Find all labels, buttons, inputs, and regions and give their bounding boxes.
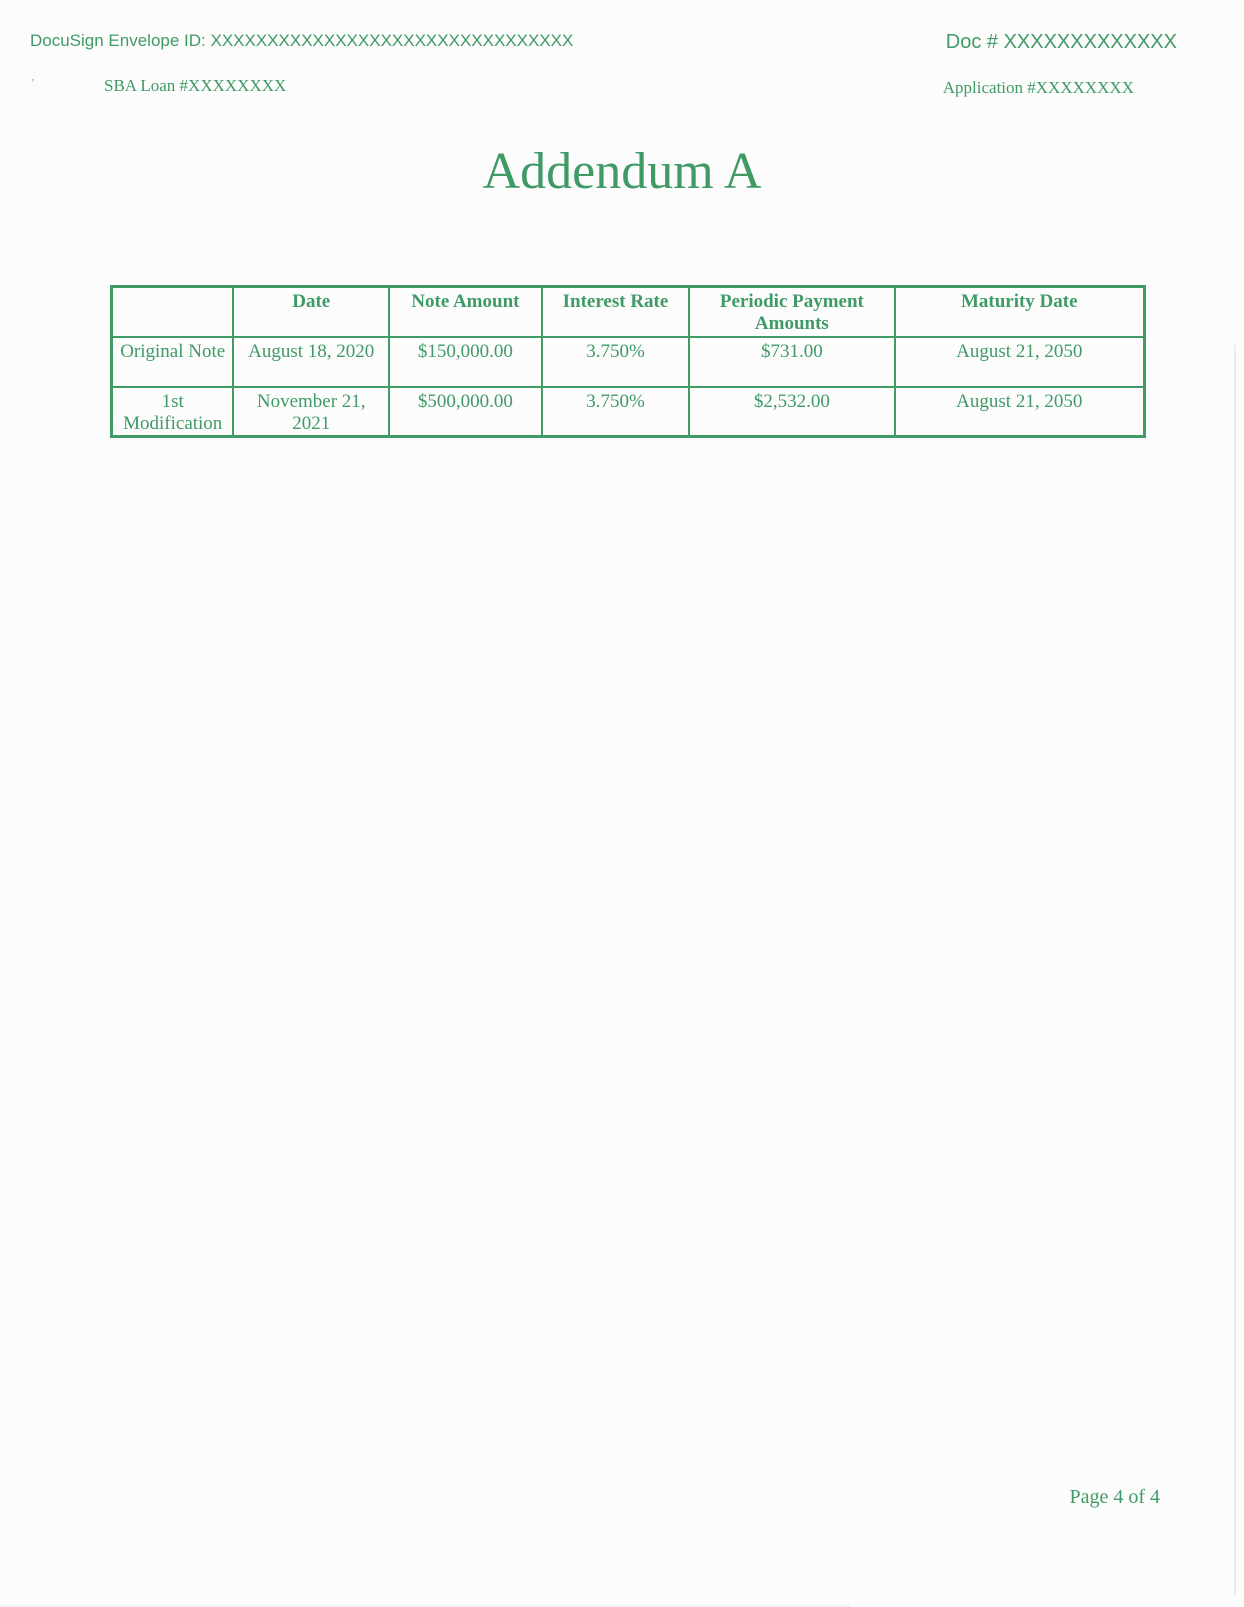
header-cell-interest-rate: Interest Rate [542, 287, 690, 337]
maturity-date-cell: August 21, 2050 [895, 337, 1145, 387]
application-number: Application #XXXXXXXX [942, 78, 1134, 97]
stray-mark: ' [32, 78, 34, 89]
note-amount-cell: $150,000.00 [389, 337, 542, 387]
date-cell: November 21, 2021 [233, 387, 389, 437]
table-row [112, 337, 1145, 387]
header-cell-maturity-date: Maturity Date [895, 287, 1145, 337]
header-cell-label [112, 287, 234, 337]
page-title: Addendum A [482, 143, 762, 200]
date-cell: August 18, 2020 [233, 337, 389, 387]
header-cell-note-amount: Note Amount [389, 287, 542, 337]
header-cell-date: Date [233, 287, 389, 337]
interest-rate-cell: 3.750% [542, 337, 690, 387]
periodic-payment-cell: $2,532.00 [689, 387, 894, 437]
page-number: Page 4 of 4 [1069, 1486, 1160, 1508]
table-row [112, 387, 1145, 437]
row-label: Original Note [112, 337, 234, 387]
header-cell-periodic-payment: Periodic Payment Amounts [689, 287, 894, 337]
scan-edge-right [1234, 345, 1236, 1595]
sba-loan-number: SBA Loan #XXXXXXXX [104, 76, 287, 95]
addendum-table [110, 285, 1146, 438]
note-amount-cell: $500,000.00 [389, 387, 542, 437]
doc-number: Doc # XXXXXXXXXXXXX [945, 31, 1177, 53]
row-label: 1st Modification [112, 387, 234, 437]
table-header-row [112, 287, 1145, 337]
periodic-payment-cell: $731.00 [689, 337, 894, 387]
interest-rate-cell: 3.750% [542, 387, 690, 437]
maturity-date-cell: August 21, 2050 [895, 387, 1145, 437]
docusign-envelope-id: DocuSign Envelope ID: XXXXXXXXXXXXXXXXXXXXXXXXXXXXXXXX [30, 31, 574, 50]
